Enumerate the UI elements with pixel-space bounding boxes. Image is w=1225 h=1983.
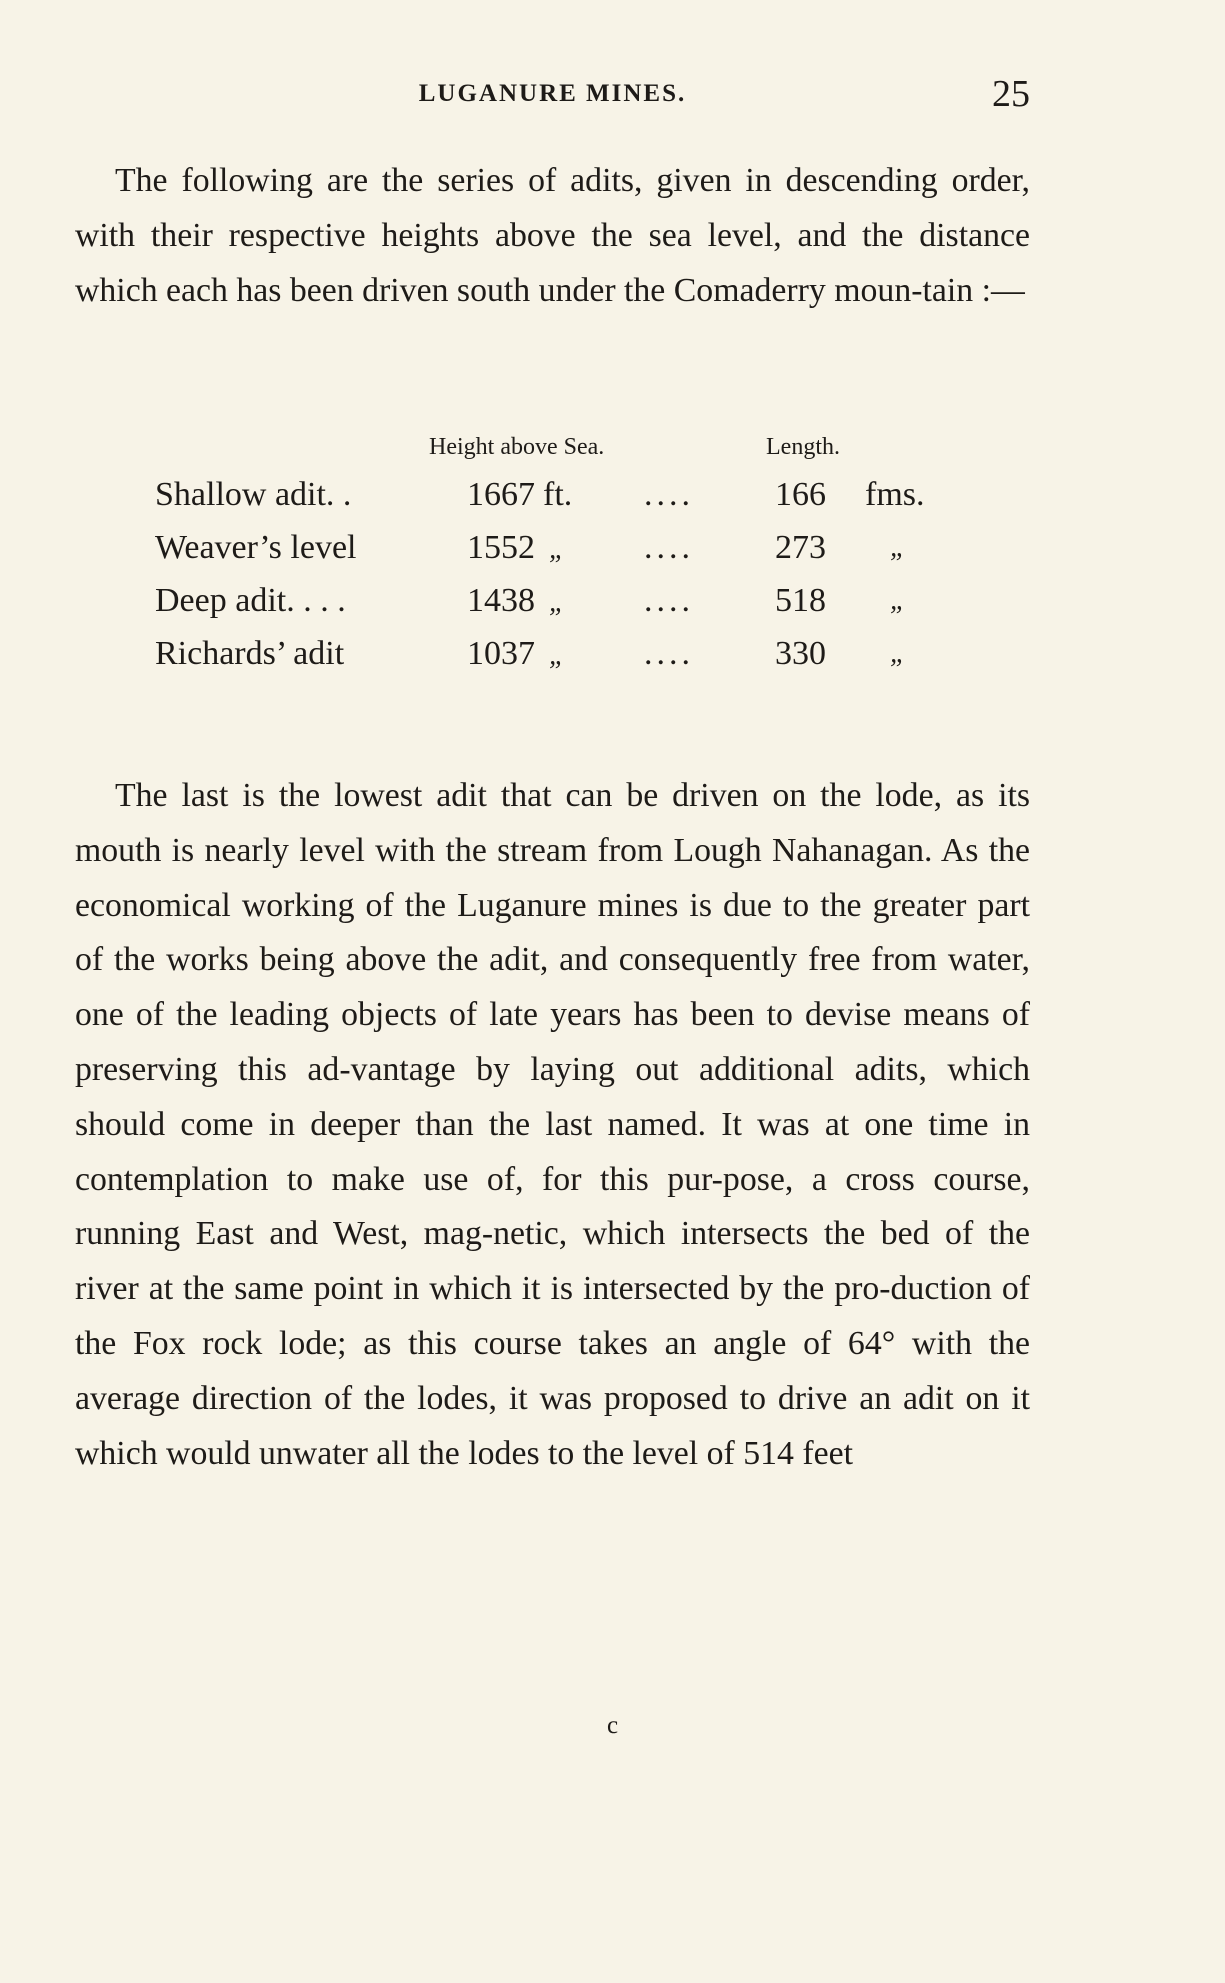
running-title: LUGANURE MINES.	[418, 80, 687, 107]
length-unit: „	[890, 638, 906, 669]
adit-length: 330	[775, 635, 826, 672]
leader-dots: ....	[644, 582, 694, 619]
length-unit: „	[890, 532, 906, 563]
length-unit: fms.	[865, 476, 925, 513]
page-header	[75, 72, 1030, 122]
height-value: 1667	[467, 476, 535, 513]
adit-length: 166	[775, 476, 826, 513]
adit-height	[467, 574, 565, 629]
page-number: 25	[992, 73, 1030, 115]
adit-name: Weaver’s level	[155, 529, 357, 566]
intro-paragraph-block	[75, 154, 1030, 318]
signature-mark: c	[606, 1712, 619, 1739]
adit-name: Richards’ adit	[155, 635, 345, 672]
adit-name: Deep adit. . . .	[155, 582, 346, 619]
leader-dots: ....	[644, 635, 694, 672]
leader-dots: ....	[644, 529, 694, 566]
intro-paragraph: The following are the series of adits, given in descending order, with their respective heights above the sea level, and the distance which each has been driven south under the Comaderry moun-tain :—	[75, 162, 1030, 309]
height-unit: „	[549, 640, 565, 671]
main-paragraph-block	[75, 769, 1030, 1481]
height-value: 1552	[467, 529, 535, 566]
adit-height	[467, 468, 572, 521]
column-header-height: Height above Sea.	[429, 434, 605, 460]
height-unit: „	[549, 534, 565, 565]
height-value: 1438	[467, 582, 535, 619]
leader-dots: ....	[644, 476, 694, 513]
table-row	[150, 468, 950, 521]
table-row	[150, 521, 950, 574]
adit-height	[467, 521, 565, 576]
main-paragraph: The last is the lowest adit that can be driven on the lode, as its mouth is nearly level with the stream from Lough Nahanagan. As the economical working of the Luganure mines is due to the greater part of the works being above the adit, and consequently free from water, one of the leading objects of late years has been to devise means of preserving this ad-vantage by laying out additional adits, which should come in deeper than the last named. It was at one time in contemplation to make use of, for this pur-pose, a cross course, running East and West, mag-netic, which intersects the bed of the river at the same point in which it is intersected by the pro-duction of the Fox rock lode; as this course takes an angle of 64° with the average direction of the lodes, it was proposed to drive an adit on it which would unwater all the lodes to the level of 514 feet	[75, 777, 1030, 1472]
height-value: 1037	[467, 635, 535, 672]
adit-height	[467, 627, 565, 682]
adit-table	[150, 434, 950, 680]
adit-length: 518	[775, 582, 826, 619]
length-unit: „	[890, 585, 906, 616]
height-unit: „	[549, 587, 565, 618]
height-unit: ft.	[543, 476, 573, 513]
adit-name: Shallow adit. .	[155, 476, 352, 513]
adit-length: 273	[775, 529, 826, 566]
table-row	[150, 574, 950, 627]
table-row	[150, 627, 950, 680]
column-header-length: Length.	[766, 434, 840, 460]
table-header-row	[150, 434, 950, 468]
